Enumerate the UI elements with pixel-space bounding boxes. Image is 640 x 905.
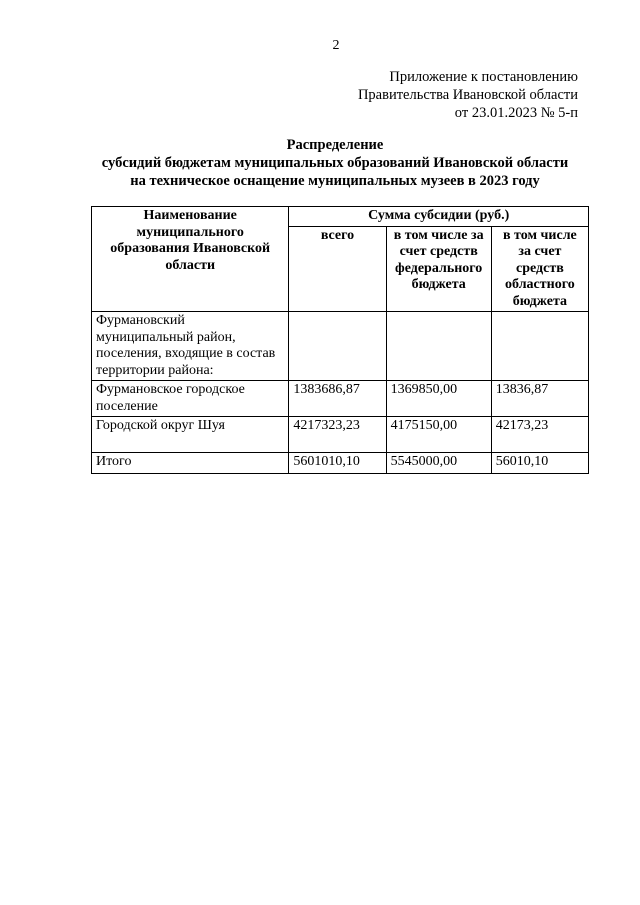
page-number: 2 [332, 38, 340, 53]
document-title [60, 136, 610, 190]
table-row [92, 381, 589, 417]
title-line-2: субсидий бюджетам муниципальных образований Ивановской области [101, 155, 569, 171]
header-regional: в том числе за счет средств областного бюджета [491, 226, 588, 312]
header-name: Наименование муниципального образования Ивановской области [92, 207, 289, 312]
table-header-row [92, 207, 589, 227]
summary-regional: 56010,10 [491, 453, 588, 474]
approval-line-1: Приложение к постановлению [389, 69, 578, 85]
row-total: 1383686,87 [289, 381, 386, 417]
row-name: Городской округ Шуя [92, 417, 289, 453]
row-regional: 42173,23 [491, 417, 588, 453]
subsidy-table [91, 206, 589, 474]
approval-line-3: от 23.01.2023 № 5-п [454, 105, 578, 121]
table-row-group [92, 312, 589, 381]
row-federal: 4175150,00 [386, 417, 491, 453]
table-row [92, 417, 589, 453]
group-empty-total [289, 312, 386, 381]
summary-name: Итого [92, 453, 289, 474]
header-total: всего [289, 226, 386, 312]
row-regional: 13836,87 [491, 381, 588, 417]
header-sum: Сумма субсидии (руб.) [289, 207, 589, 227]
approval-block [358, 68, 578, 122]
title-line-1: Распределение [286, 137, 384, 153]
table-row-summary [92, 453, 589, 474]
header-federal: в том числе за счет средств федерального бюджета [386, 226, 491, 312]
group-label: Фурмановский муниципальный район, поселения, входящие в состав территории района: [92, 312, 289, 381]
row-name: Фурмановское городское поселение [92, 381, 289, 417]
group-empty-regional [491, 312, 588, 381]
row-federal: 1369850,00 [386, 381, 491, 417]
group-empty-federal [386, 312, 491, 381]
title-line-3: на техническое оснащение муниципальных музеев в 2023 году [130, 173, 540, 189]
summary-federal: 5545000,00 [386, 453, 491, 474]
row-total: 4217323,23 [289, 417, 386, 453]
summary-total: 5601010,10 [289, 453, 386, 474]
approval-line-2: Правительства Ивановской области [357, 87, 578, 103]
